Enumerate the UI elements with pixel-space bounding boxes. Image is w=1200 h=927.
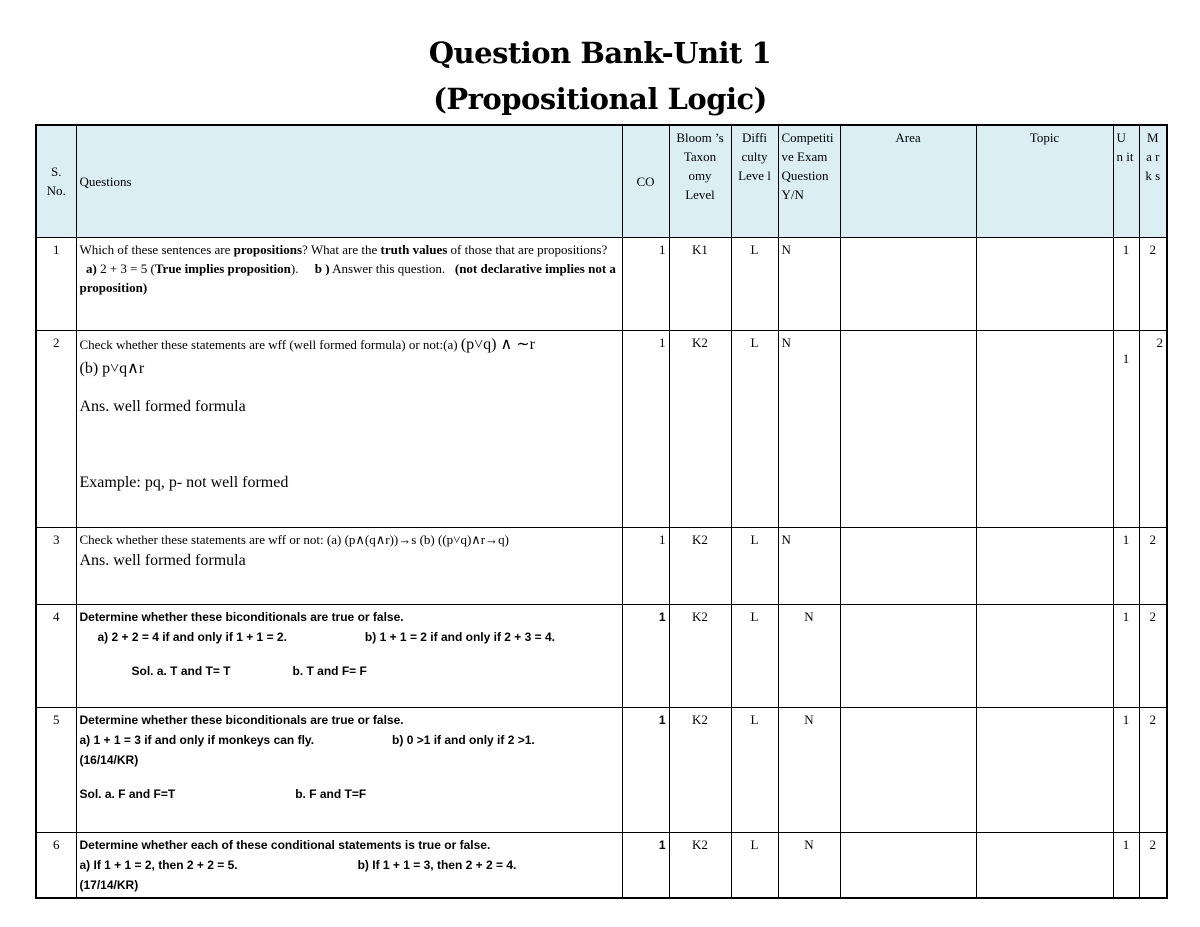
cell-area: [840, 707, 976, 832]
cell-difficulty: L: [731, 832, 778, 898]
cell-competitive: N: [778, 707, 840, 832]
cell-unit: 1: [1113, 237, 1139, 330]
cell-difficulty: L: [731, 707, 778, 832]
cell-question: Determine whether these biconditionals are true or false. a) 2 + 2 = 4 if and only if 1 + 1 = 2. b) 1 + 1 = 2 if and only if 2 + 3 = 4. Sol. a. T and T= T b. T and F= F: [76, 604, 622, 707]
cell-competitive: N: [778, 527, 840, 604]
cell-topic: [976, 707, 1113, 832]
cell-marks: 2: [1139, 832, 1167, 898]
cell-topic: [976, 527, 1113, 604]
cell-unit: 1: [1113, 330, 1139, 527]
cell-competitive: N: [778, 604, 840, 707]
header-sno: S. No.: [36, 125, 76, 237]
cell-question: Determine whether these biconditionals are true or false. a) 1 + 1 = 3 if and only if monkeys can fly. b) 0 >1 if and only if 2 >1. (16/14/KR) Sol. a. F and F=T b. F and T=F: [76, 707, 622, 832]
cell-competitive: N: [778, 330, 840, 527]
header-area: Area: [840, 125, 976, 237]
title-line-2: (Propositional Logic): [433, 82, 767, 116]
header-difficulty: Diffi culty Leve l: [731, 125, 778, 237]
cell-sno: 6: [36, 832, 76, 898]
cell-sno: 1: [36, 237, 76, 330]
header-topic: Topic: [976, 125, 1113, 237]
table-row: [36, 330, 1167, 527]
header-bloom: Bloom ’s Taxon omy Level: [669, 125, 731, 237]
cell-topic: [976, 832, 1113, 898]
cell-bloom: K2: [669, 832, 731, 898]
table-row: [36, 832, 1167, 898]
cell-unit: 1: [1113, 832, 1139, 898]
cell-area: [840, 604, 976, 707]
cell-area: [840, 832, 976, 898]
table-row: [36, 527, 1167, 604]
cell-bloom: K2: [669, 330, 731, 527]
cell-sno: 5: [36, 707, 76, 832]
cell-topic: [976, 330, 1113, 527]
cell-area: [840, 237, 976, 330]
header-questions: Questions: [76, 125, 622, 237]
cell-difficulty: L: [731, 527, 778, 604]
cell-area: [840, 330, 976, 527]
question-bank-table: [35, 124, 1168, 899]
cell-unit: 1: [1113, 707, 1139, 832]
table-row: [36, 604, 1167, 707]
table-row: [36, 237, 1167, 330]
cell-competitive: N: [778, 237, 840, 330]
cell-competitive: N: [778, 832, 840, 898]
cell-co: 1: [622, 527, 669, 604]
cell-sno: 3: [36, 527, 76, 604]
cell-bloom: K1: [669, 237, 731, 330]
cell-question: Check whether these statements are wff (well formed formula) or not:(a) (p˅q) ∧ ∼r (b) p˅q∧r Ans. well formed formula Example: pq, p- not well formed: [76, 330, 622, 527]
cell-marks: 2: [1139, 527, 1167, 604]
cell-difficulty: L: [731, 237, 778, 330]
cell-bloom: K2: [669, 707, 731, 832]
cell-marks: 2: [1139, 604, 1167, 707]
cell-area: [840, 527, 976, 604]
header-row: [36, 125, 1167, 237]
title-line-1: Question Bank-Unit 1: [428, 36, 772, 70]
cell-marks: 2: [1139, 330, 1167, 527]
cell-topic: [976, 237, 1113, 330]
header-co: CO: [622, 125, 669, 237]
cell-marks: 2: [1139, 237, 1167, 330]
cell-bloom: K2: [669, 604, 731, 707]
header-marks: M a r k s: [1139, 125, 1167, 237]
cell-question: Which of these sentences are propositions? What are the truth values of those that are propositions? a) 2 + 3 = 5 (True implies proposition). b ) Answer this question. (not declarative implies not a proposition): [76, 237, 622, 330]
cell-co: 1: [622, 604, 669, 707]
header-unit: U n it: [1113, 125, 1139, 237]
header-competitive: Competiti ve Exam Question Y/N: [778, 125, 840, 237]
cell-co: 1: [622, 832, 669, 898]
cell-difficulty: L: [731, 604, 778, 707]
cell-sno: 2: [36, 330, 76, 527]
cell-unit: 1: [1113, 527, 1139, 604]
cell-bloom: K2: [669, 527, 731, 604]
cell-co: 1: [622, 330, 669, 527]
cell-sno: 4: [36, 604, 76, 707]
cell-difficulty: L: [731, 330, 778, 527]
cell-question: Check whether these statements are wff or not: (a) (p∧(q∧r))→s (b) ((p˅q)∧r→q) Ans. well formed formula: [76, 527, 622, 604]
cell-unit: 1: [1113, 604, 1139, 707]
cell-marks: 2: [1139, 707, 1167, 832]
cell-topic: [976, 604, 1113, 707]
cell-co: 1: [622, 237, 669, 330]
cell-co: 1: [622, 707, 669, 832]
cell-question: Determine whether each of these conditional statements is true or false. a) If 1 + 1 = 2, then 2 + 2 = 5. b) If 1 + 1 = 3, then 2 + 2 = 4. (17/14/KR): [76, 832, 622, 898]
table-row: [36, 707, 1167, 832]
